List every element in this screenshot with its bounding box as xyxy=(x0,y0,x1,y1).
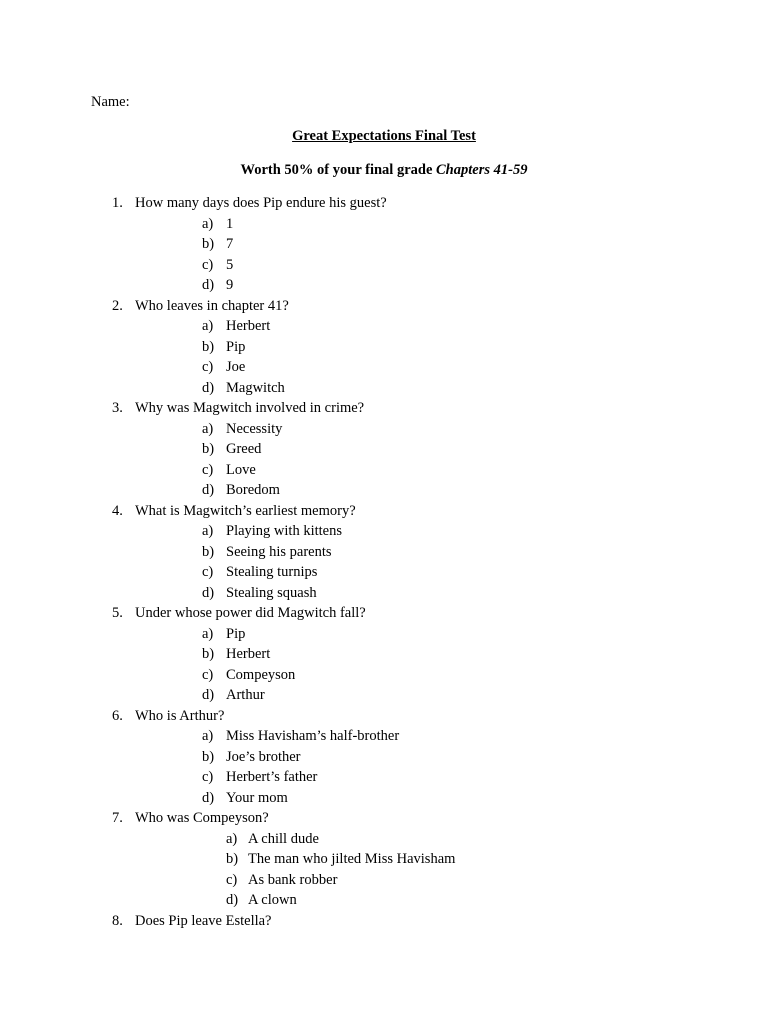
question-6-option-c xyxy=(0,767,768,788)
question-5-option-b xyxy=(0,644,768,665)
question-6-option-b xyxy=(0,747,768,768)
question-4-option-d xyxy=(0,583,768,604)
question-3-option-d xyxy=(0,480,768,501)
option-text: Miss Havisham’s half-brother xyxy=(226,728,400,744)
option-letter: a) xyxy=(226,830,238,847)
option-letter: b) xyxy=(202,748,215,765)
question-7-option-b xyxy=(0,849,768,870)
option-text: Seeing his parents xyxy=(226,543,332,560)
question-text: How many days does Pip endure his guest? xyxy=(135,195,387,211)
option-text: Magwitch xyxy=(226,379,285,396)
question-1-option-d xyxy=(0,275,768,296)
question-2 xyxy=(0,296,768,317)
option-text: 5 xyxy=(226,256,234,273)
name-label: Name: xyxy=(91,94,130,110)
option-text: Joe xyxy=(226,359,246,375)
question-text: Why was Magwitch involved in crime? xyxy=(135,400,365,416)
question-text: Who leaves in chapter 41? xyxy=(135,297,289,314)
question-5-option-a xyxy=(0,624,768,645)
question-text: Who was Compeyson? xyxy=(135,810,269,826)
question-text: Who is Arthur? xyxy=(135,707,225,724)
option-letter: c) xyxy=(202,359,214,375)
question-1-option-c xyxy=(0,255,768,276)
question-4-option-b xyxy=(0,542,768,563)
question-3-option-a xyxy=(0,419,768,440)
question-5-option-d xyxy=(0,685,768,706)
option-letter: a) xyxy=(202,625,214,642)
option-letter: d) xyxy=(202,379,215,396)
option-letter: b) xyxy=(202,441,215,457)
option-text: 9 xyxy=(226,277,234,293)
option-letter: c) xyxy=(202,666,214,683)
test-subtitle xyxy=(0,161,768,179)
option-letter: b) xyxy=(202,236,215,252)
question-2-option-a xyxy=(0,316,768,337)
option-letter: a) xyxy=(202,420,214,437)
question-number: 7. xyxy=(112,810,123,826)
option-text: Herbert xyxy=(226,318,271,334)
option-text: Stealing squash xyxy=(226,584,317,601)
question-number: 2. xyxy=(112,297,123,314)
option-text: Herbert’s father xyxy=(226,769,318,785)
option-letter: c) xyxy=(202,256,214,273)
option-text: Herbert xyxy=(226,646,271,662)
option-letter: d) xyxy=(226,892,239,908)
option-letter: d) xyxy=(202,277,215,293)
option-letter: c) xyxy=(202,461,214,478)
question-7 xyxy=(0,808,768,829)
option-text: Love xyxy=(226,461,256,478)
option-letter: c) xyxy=(202,769,214,785)
question-4-option-a xyxy=(0,521,768,542)
option-letter: a) xyxy=(202,728,214,744)
question-1 xyxy=(0,193,768,214)
option-text: Playing with kittens xyxy=(226,523,342,539)
option-text: Pip xyxy=(226,625,246,642)
question-3 xyxy=(0,398,768,419)
option-letter: a) xyxy=(202,215,214,232)
option-text: Joe’s brother xyxy=(226,748,301,765)
option-text: Pip xyxy=(226,338,246,355)
grade-weight-text: Worth 50% of your final grade xyxy=(240,162,433,178)
option-text: 7 xyxy=(226,236,234,252)
option-letter: d) xyxy=(202,789,215,806)
question-5-option-c xyxy=(0,665,768,686)
question-list xyxy=(0,193,768,931)
option-text: Boredom xyxy=(226,482,280,498)
question-2-option-c xyxy=(0,357,768,378)
option-letter: b) xyxy=(226,851,239,867)
option-letter: a) xyxy=(202,318,214,334)
option-text: As bank robber xyxy=(248,871,338,888)
question-7-option-d xyxy=(0,890,768,911)
question-5 xyxy=(0,603,768,624)
option-text: Stealing turnips xyxy=(226,564,318,580)
question-number: 8. xyxy=(112,912,123,929)
option-text: A clown xyxy=(248,892,297,908)
question-4-option-c xyxy=(0,562,768,583)
question-number: 5. xyxy=(112,605,123,621)
question-8 xyxy=(0,911,768,932)
question-text: Under whose power did Magwitch fall? xyxy=(135,605,366,621)
option-text: Necessity xyxy=(226,420,283,437)
question-3-option-b xyxy=(0,439,768,460)
question-7-option-a xyxy=(0,829,768,850)
question-number: 6. xyxy=(112,707,123,724)
question-number: 4. xyxy=(112,502,123,519)
option-letter: b) xyxy=(202,646,215,662)
option-text: 1 xyxy=(226,215,234,232)
option-text: Compeyson xyxy=(226,666,296,683)
option-letter: b) xyxy=(202,543,215,560)
option-letter: c) xyxy=(202,564,214,580)
chapter-range-text: Chapters 41-59 xyxy=(436,162,528,178)
option-letter: d) xyxy=(202,482,215,498)
question-1-option-a xyxy=(0,214,768,235)
option-letter: d) xyxy=(202,584,215,601)
option-text: A chill dude xyxy=(248,830,319,847)
question-number: 3. xyxy=(112,400,123,416)
option-text: Greed xyxy=(226,441,262,457)
question-6 xyxy=(0,706,768,727)
option-text: Your mom xyxy=(226,789,288,806)
test-title: Great Expectations Final Test xyxy=(292,128,476,144)
question-1-option-b xyxy=(0,234,768,255)
question-7-option-c xyxy=(0,870,768,891)
question-4 xyxy=(0,501,768,522)
question-text: What is Magwitch’s earliest memory? xyxy=(135,502,356,519)
option-letter: a) xyxy=(202,523,214,539)
option-letter: c) xyxy=(226,871,238,888)
question-2-option-b xyxy=(0,337,768,358)
question-6-option-d xyxy=(0,788,768,809)
question-3-option-c xyxy=(0,460,768,481)
option-text: The man who jilted Miss Havisham xyxy=(248,851,456,867)
question-text: Does Pip leave Estella? xyxy=(135,912,272,929)
question-6-option-a xyxy=(0,726,768,747)
question-number: 1. xyxy=(112,195,123,211)
question-2-option-d xyxy=(0,378,768,399)
option-text: Arthur xyxy=(226,687,265,703)
option-letter: d) xyxy=(202,687,215,703)
option-letter: b) xyxy=(202,338,215,355)
